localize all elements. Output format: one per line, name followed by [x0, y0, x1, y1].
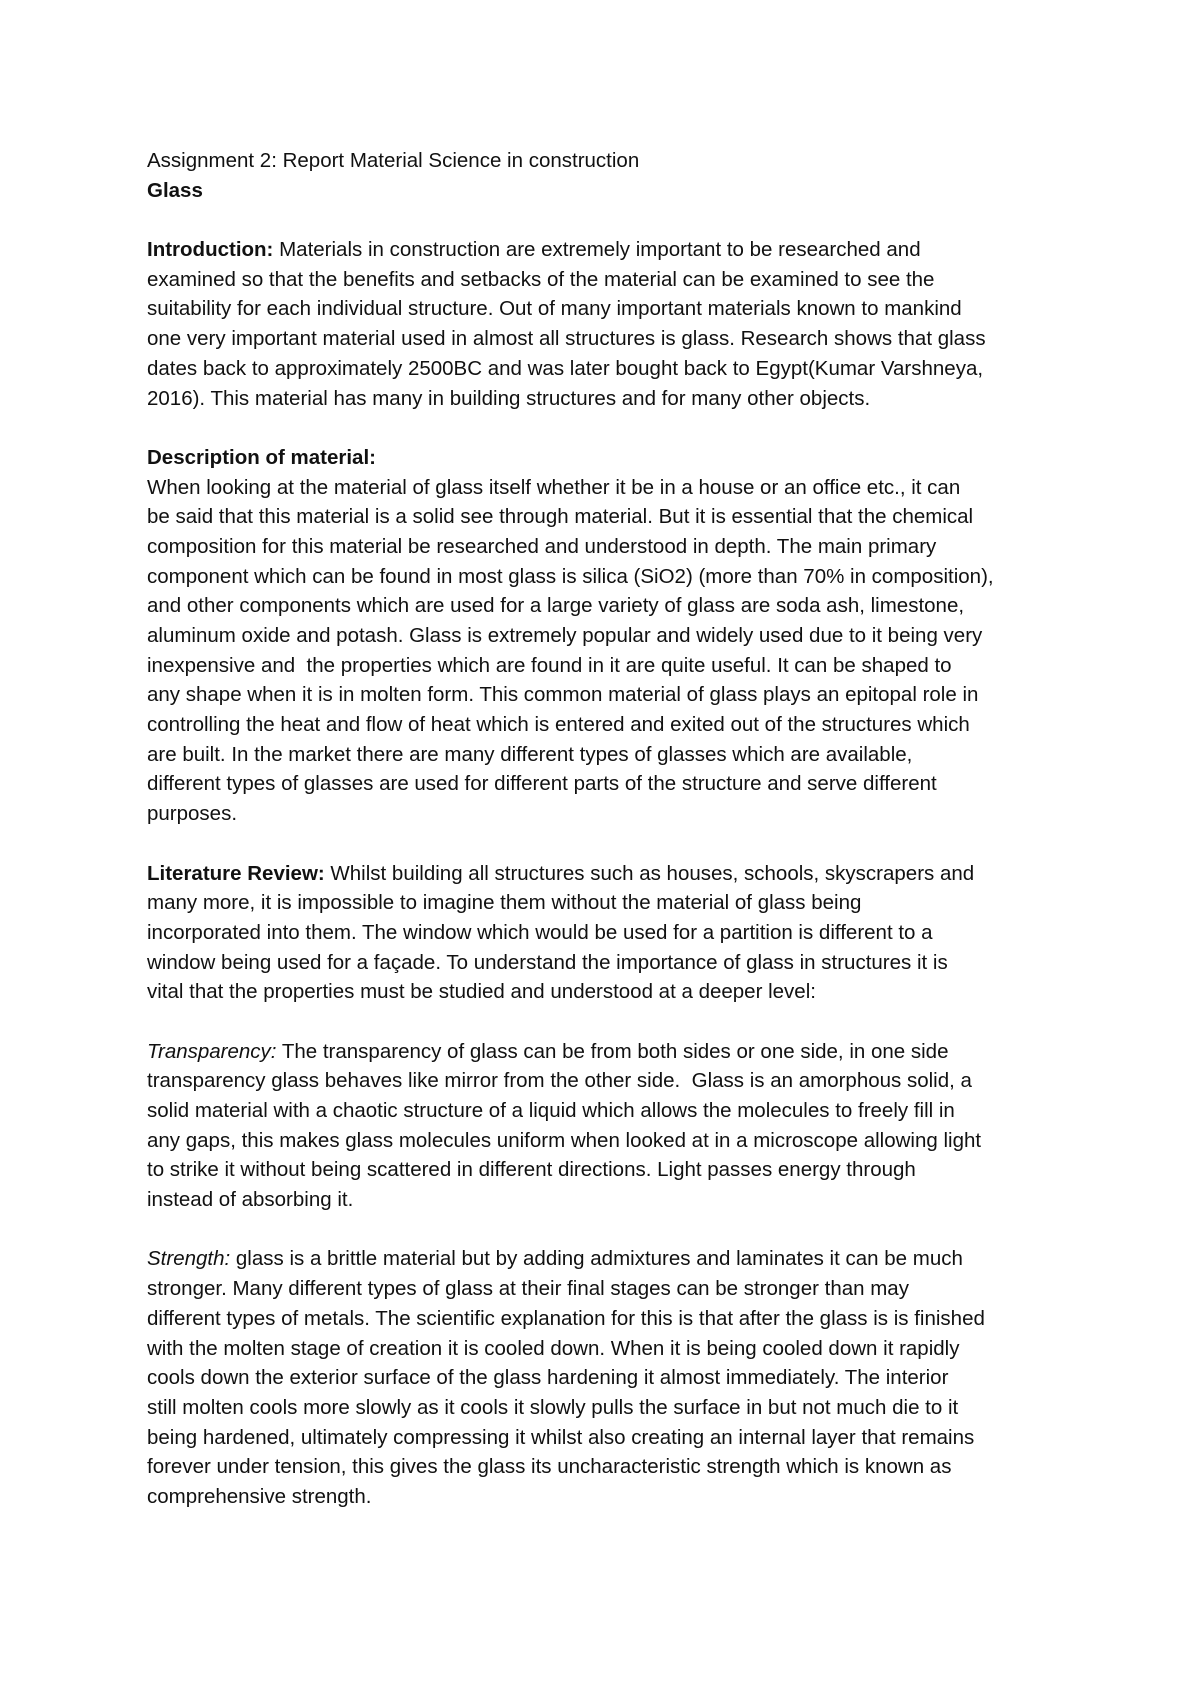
transparency-line: transparency glass behaves like mirror from the other side. Glass is an amorphous solid, a [147, 1069, 972, 1093]
description-line: aluminum oxide and potash. Glass is extremely popular and widely used due to it being very [147, 624, 983, 647]
literature-review-text: Whilst building all structures such as houses, schools, skyscrapers and [324, 861, 975, 885]
description-line: controlling the heat and flow of heat which is entered and exited out of the structures which [147, 713, 970, 737]
strength-line: being hardened, ultimately compressing it whilst also creating an internal layer that remains [147, 1425, 975, 1449]
description-line: be said that this material is a solid see through material. But it is essential that the chemical [147, 505, 974, 529]
description-line: component which can be found in most glass is silica (SiO2) (more than 70% in composition), [147, 564, 994, 588]
strength-line [147, 1244, 1077, 1274]
description-line: are built. In the market there are many different types of glasses which are available, [147, 742, 913, 766]
strength-heading: Strength: [147, 1247, 231, 1271]
literature-review-line: incorporated into them. The window which would be used for a partition is different to a [147, 920, 933, 944]
transparency-text: The transparency of glass can be from both sides or one side, in one side [276, 1039, 949, 1063]
description-line: When looking at the material of glass itself whether it be in a house or an office etc., it can [147, 475, 961, 499]
strength-line: different types of metals. The scientific explanation for this is that after the glass is is finished [147, 1306, 985, 1330]
introduction-line: examined so that the benefits and setbacks of the material can be examined to see the [147, 267, 935, 291]
strength-line: still molten cools more slowly as it cools it slowly pulls the surface in but not much die to it [147, 1395, 959, 1419]
strength-line: comprehensive strength. [147, 1484, 372, 1508]
introduction-section [147, 235, 1077, 413]
introduction-line: dates back to approximately 2500BC and was later bought back to Egypt(Kumar Varshneya, [147, 356, 984, 380]
strength-line: with the molten stage of creation it is cooled down. When it is being cooled down it rapidly [147, 1336, 960, 1360]
strength-section [147, 1244, 1077, 1511]
introduction-line [147, 235, 1077, 265]
introduction-line: suitability for each individual structure. Out of many important materials known to mankind [147, 297, 962, 321]
description-line: different types of glasses are used for different parts of the structure and serve different [147, 772, 937, 796]
strength-line: forever under tension, this gives the glass its uncharacteristic strength which is known as [147, 1455, 952, 1479]
transparency-line: solid material with a chaotic structure of a liquid which allows the molecules to freely fill in [147, 1099, 955, 1122]
literature-review-line: many more, it is impossible to imagine them without the material of glass being [147, 891, 862, 915]
paragraph-spacer [147, 413, 1077, 443]
introduction-line: 2016). This material has many in building structures and for many other objects. [147, 386, 871, 410]
paragraph-spacer [147, 829, 1077, 859]
description-heading: Description of material: [147, 445, 376, 469]
strength-line: stronger. Many different types of glass at their final stages can be stronger than may [147, 1277, 909, 1301]
document-subject: Glass [147, 178, 203, 202]
literature-review-heading: Literature Review: [147, 861, 325, 885]
literature-review-line [147, 859, 1077, 889]
literature-review-line: window being used for a façade. To understand the importance of glass in structures it is [147, 950, 948, 974]
transparency-line [147, 1037, 1077, 1067]
paragraph-spacer [147, 1007, 1077, 1037]
paragraph-spacer [147, 1215, 1077, 1245]
transparency-heading: Transparency: [147, 1039, 277, 1063]
description-line: inexpensive and the properties which are found in it are quite useful. It can be shaped to [147, 653, 952, 677]
description-section [147, 443, 1077, 829]
document-body [147, 146, 1077, 1512]
transparency-line: instead of absorbing it. [147, 1188, 354, 1212]
paragraph-spacer [147, 205, 1077, 235]
strength-text: glass is a brittle material but by adding admixtures and laminates it can be much [230, 1247, 963, 1271]
transparency-line: any gaps, this makes glass molecules uniform when looked at in a microscope allowing light [147, 1128, 982, 1152]
introduction-heading: Introduction: [147, 238, 274, 262]
description-line: purposes. [147, 802, 238, 826]
strength-line: cools down the exterior surface of the glass hardening it almost immediately. The interior [147, 1366, 949, 1390]
transparency-line: to strike it without being scattered in different directions. Light passes energy through [147, 1158, 916, 1182]
introduction-line: one very important material used in almost all structures is glass. Research shows that glass [147, 327, 986, 351]
literature-review-line: vital that the properties must be studied and understood at a deeper level: [147, 980, 816, 1004]
literature-review-section [147, 859, 1077, 1007]
transparency-section [147, 1037, 1077, 1215]
document-title: Assignment 2: Report Material Science in construction [147, 149, 640, 172]
description-line: composition for this material be researched and understood in depth. The main primary [147, 534, 937, 558]
description-line: and other components which are used for a large variety of glass are soda ash, limestone, [147, 594, 965, 618]
description-line: any shape when it is in molten form. This common material of glass plays an epitopal role in [147, 683, 979, 707]
introduction-text: Materials in construction are extremely important to be researched and [273, 238, 921, 262]
